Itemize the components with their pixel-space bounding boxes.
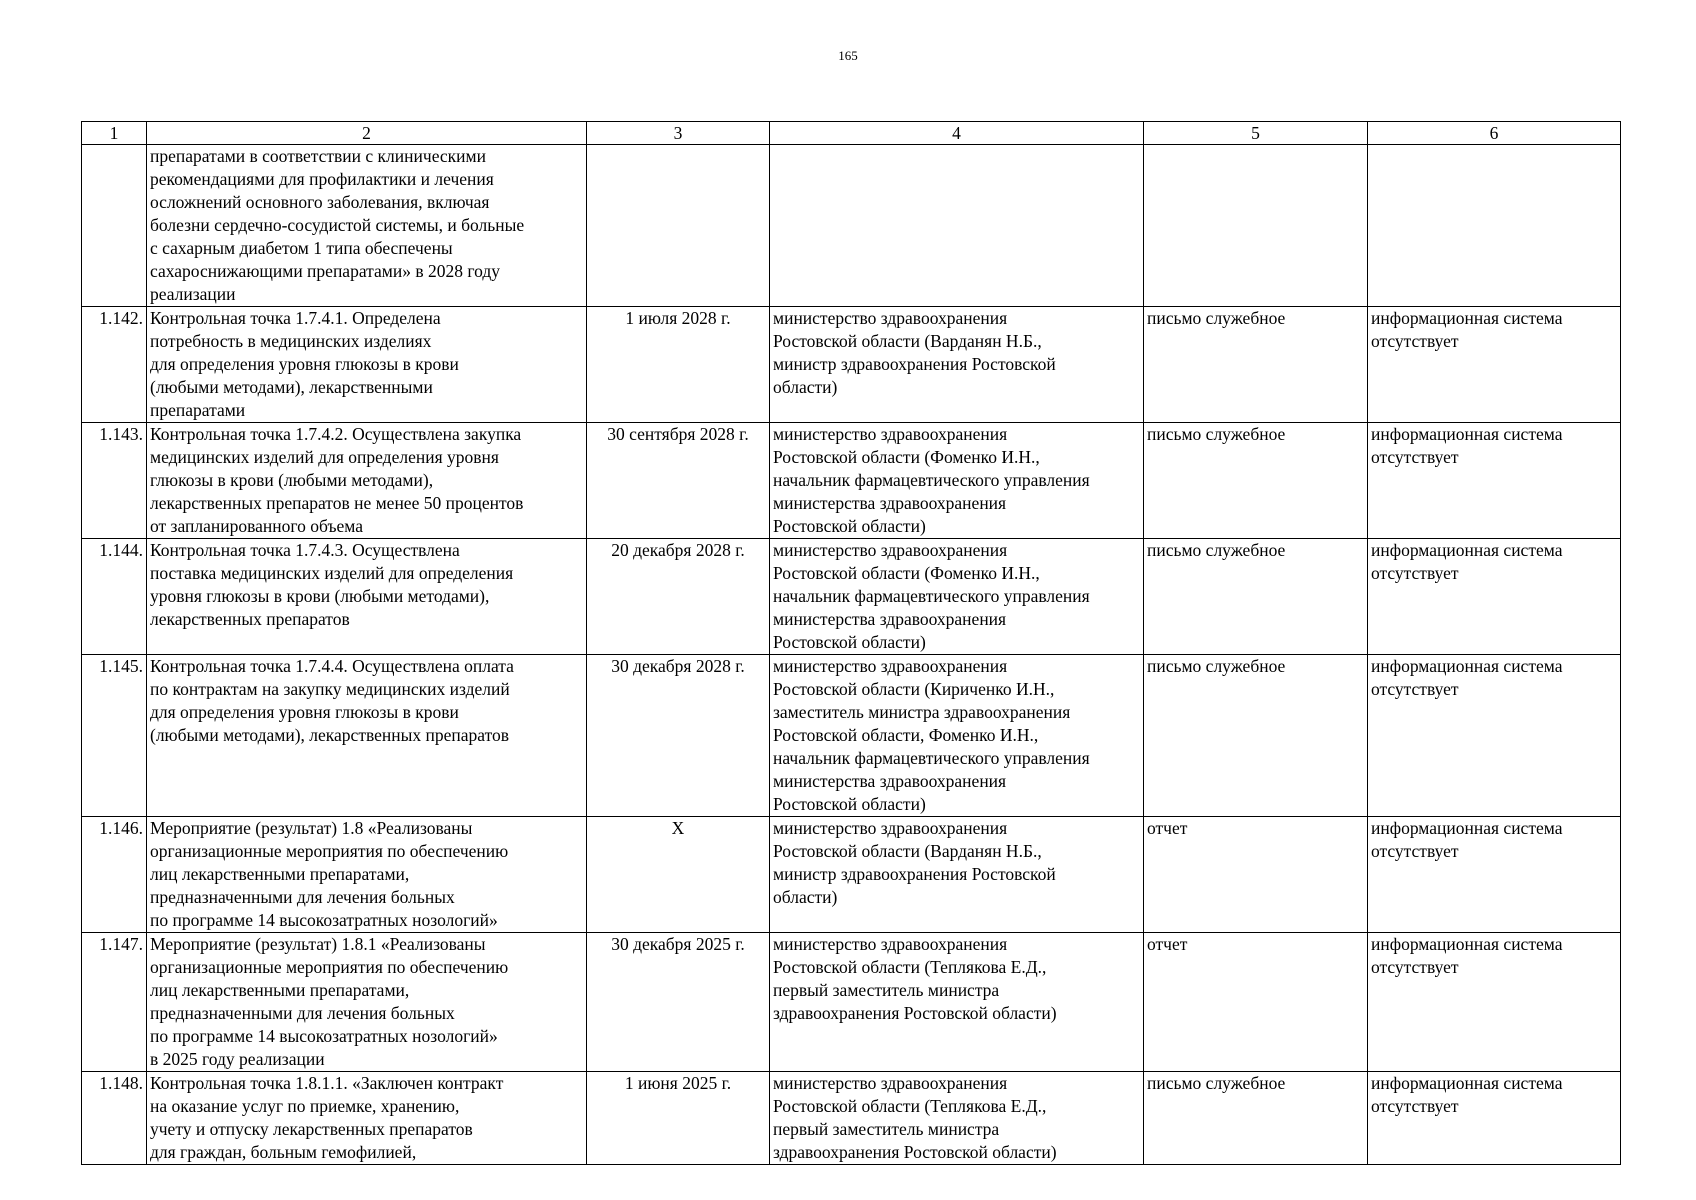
event-description-line: медицинских изделий для определения уровня [150, 447, 499, 467]
document-type: письмо служебное [1144, 539, 1368, 655]
responsible-person [770, 539, 1144, 655]
responsible-person [770, 307, 1144, 423]
event-description-line: сахароснижающими препаратами» в 2028 году [150, 261, 500, 281]
document-type: отчет [1144, 817, 1368, 933]
event-description-line: болезни сердечно-сосудистой системы, и больные [150, 215, 525, 235]
column-number: 3 [587, 122, 770, 145]
responsible-person-line: Ростовской области (Теплякова Е.Д., [773, 957, 1047, 977]
document-type: письмо служебное [1144, 655, 1368, 817]
row-number: 1.142. [82, 307, 147, 423]
responsible-person-line: Ростовской области, Фоменко И.Н., [773, 725, 1039, 745]
information-system [1368, 817, 1621, 933]
document-type: письмо служебное [1144, 307, 1368, 423]
responsible-person-line: начальник фармацевтического управления [773, 748, 1090, 768]
responsible-person [770, 1072, 1144, 1165]
column-number: 4 [770, 122, 1144, 145]
information-system-line: информационная система [1371, 1073, 1563, 1093]
event-description-line: рекомендациями для профилактики и лечения [150, 169, 494, 189]
table-row [82, 1072, 1621, 1165]
row-number: 1.145. [82, 655, 147, 817]
responsible-person-line: здравоохранения Ростовской области) [773, 1142, 1057, 1162]
responsible-person-line: начальник фармацевтического управления [773, 470, 1090, 490]
column-number: 6 [1368, 122, 1621, 145]
responsible-person-line: министерства здравоохранения [773, 771, 1007, 791]
event-description-line: учету и отпуску лекарственных препаратов [150, 1119, 473, 1139]
row-number: 1.143. [82, 423, 147, 539]
responsible-person-line: Ростовской области (Варданян Н.Б., [773, 331, 1042, 351]
deadline-date [587, 145, 770, 307]
table-row [82, 145, 1621, 307]
responsible-person-line: министерство здравоохранения [773, 540, 1008, 560]
table-row [82, 307, 1621, 423]
information-system-line: отсутствует [1371, 679, 1459, 699]
responsible-person [770, 933, 1144, 1072]
deadline-date: 30 декабря 2028 г. [587, 655, 770, 817]
responsible-person-line: первый заместитель министра [773, 1119, 1000, 1139]
responsible-person-line: министерство здравоохранения [773, 308, 1008, 328]
responsible-person-line: области) [773, 887, 838, 907]
information-system-line: отсутствует [1371, 1096, 1459, 1116]
event-description-line: препаратами [150, 400, 246, 420]
deadline-date: 30 сентября 2028 г. [587, 423, 770, 539]
event-description-line: осложнений основного заболевания, включая [150, 192, 490, 212]
information-system-line: информационная система [1371, 308, 1563, 328]
event-description-line: Контрольная точка 1.8.1.1. «Заключен контракт [150, 1073, 504, 1093]
deadline-date: 1 июля 2028 г. [587, 307, 770, 423]
column-number-row [82, 122, 1621, 145]
event-description-line: для граждан, больным гемофилией, [150, 1142, 417, 1162]
row-number: 1.144. [82, 539, 147, 655]
information-system-line: отсутствует [1371, 447, 1459, 467]
responsible-person [770, 817, 1144, 933]
event-description-line: по программе 14 высокозатратных нозологий» [150, 1026, 498, 1046]
document-type: письмо служебное [1144, 423, 1368, 539]
information-system [1368, 539, 1621, 655]
activities-table [81, 121, 1621, 1165]
table-body [82, 145, 1621, 1165]
event-description [147, 1072, 587, 1165]
responsible-person-line: здравоохранения Ростовской области) [773, 1003, 1057, 1023]
row-number [82, 145, 147, 307]
event-description [147, 307, 587, 423]
event-description [147, 539, 587, 655]
information-system-line: информационная система [1371, 656, 1563, 676]
information-system-line: отсутствует [1371, 957, 1459, 977]
event-description-line: Контрольная точка 1.7.4.2. Осуществлена закупка [150, 424, 522, 444]
responsible-person-line: министр здравоохранения Ростовской [773, 354, 1056, 374]
responsible-person-line: Ростовской области (Фоменко И.Н., [773, 447, 1040, 467]
row-number: 1.147. [82, 933, 147, 1072]
table-row [82, 655, 1621, 817]
information-system [1368, 145, 1621, 307]
responsible-person-line: министерство здравоохранения [773, 934, 1008, 954]
event-description [147, 145, 587, 307]
responsible-person-line: министерства здравоохранения [773, 609, 1007, 629]
event-description-line: Мероприятие (результат) 1.8.1 «Реализованы [150, 934, 486, 954]
information-system-line: информационная система [1371, 424, 1563, 444]
deadline-date: Х [587, 817, 770, 933]
event-description-line: по контрактам на закупку медицинских изделий [150, 679, 510, 699]
event-description-line: для определения уровня глюкозы в крови [150, 702, 459, 722]
event-description-line: предназначенными для лечения больных [150, 887, 455, 907]
event-description [147, 423, 587, 539]
event-description-line: (любыми методами), лекарственными [150, 377, 433, 397]
information-system [1368, 307, 1621, 423]
responsible-person-line: Ростовской области) [773, 632, 926, 652]
event-description-line: уровня глюкозы в крови (любыми методами), [150, 586, 490, 606]
event-description-line: для определения уровня глюкозы в крови [150, 354, 459, 374]
event-description-line: на оказание услуг по приемке, хранению, [150, 1096, 460, 1116]
event-description [147, 933, 587, 1072]
deadline-date: 30 декабря 2025 г. [587, 933, 770, 1072]
table-row [82, 933, 1621, 1072]
responsible-person-line: министр здравоохранения Ростовской [773, 864, 1056, 884]
table-row [82, 423, 1621, 539]
page-number: 165 [838, 48, 858, 63]
event-description-line: лекарственных препаратов не менее 50 процентов [150, 493, 524, 513]
responsible-person [770, 145, 1144, 307]
column-number: 1 [82, 122, 147, 145]
event-description-line: по программе 14 высокозатратных нозологий» [150, 910, 498, 930]
information-system-line: информационная система [1371, 934, 1563, 954]
information-system-line: информационная система [1371, 818, 1563, 838]
deadline-date: 20 декабря 2028 г. [587, 539, 770, 655]
event-description-line: с сахарным диабетом 1 типа обеспечены [150, 238, 453, 258]
event-description-line: препаратами в соответствии с клиническими [150, 146, 486, 166]
event-description [147, 655, 587, 817]
information-system-line: отсутствует [1371, 563, 1459, 583]
event-description-line: Мероприятие (результат) 1.8 «Реализованы [150, 818, 473, 838]
document-type: письмо служебное [1144, 1072, 1368, 1165]
document-type [1144, 145, 1368, 307]
deadline-date: 1 июня 2025 г. [587, 1072, 770, 1165]
event-description [147, 817, 587, 933]
event-description-line: лиц лекарственными препаратами, [150, 864, 410, 884]
information-system-line: информационная система [1371, 540, 1563, 560]
document-type: отчет [1144, 933, 1368, 1072]
responsible-person-line: министерство здравоохранения [773, 656, 1008, 676]
event-description-line: Контрольная точка 1.7.4.4. Осуществлена оплата [150, 656, 514, 676]
information-system [1368, 1072, 1621, 1165]
event-description-line: в 2025 году реализации [150, 1049, 325, 1069]
event-description-line: лекарственных препаратов [150, 609, 350, 629]
table-row [82, 817, 1621, 933]
event-description-line: глюкозы в крови (любыми методами), [150, 470, 434, 490]
event-description-line: потребность в медицинских изделиях [150, 331, 432, 351]
responsible-person-line: Ростовской области (Теплякова Е.Д., [773, 1096, 1047, 1116]
responsible-person-line: министерство здравоохранения [773, 424, 1008, 444]
responsible-person-line: министерства здравоохранения [773, 493, 1007, 513]
responsible-person-line: Ростовской области) [773, 516, 926, 536]
responsible-person-line: Ростовской области) [773, 794, 926, 814]
responsible-person-line: Ростовской области (Варданян Н.Б., [773, 841, 1042, 861]
row-number: 1.146. [82, 817, 147, 933]
column-number: 5 [1144, 122, 1368, 145]
responsible-person-line: Ростовской области (Фоменко И.Н., [773, 563, 1040, 583]
responsible-person-line: первый заместитель министра [773, 980, 1000, 1000]
event-description-line: реализации [150, 284, 236, 304]
responsible-person [770, 423, 1144, 539]
responsible-person-line: начальник фармацевтического управления [773, 586, 1090, 606]
event-description-line: Контрольная точка 1.7.4.1. Определена [150, 308, 441, 328]
event-description-line: лиц лекарственными препаратами, [150, 980, 410, 1000]
information-system-line: отсутствует [1371, 331, 1459, 351]
information-system [1368, 655, 1621, 817]
responsible-person-line: Ростовской области (Кириченко И.Н., [773, 679, 1055, 699]
row-number: 1.148. [82, 1072, 147, 1165]
event-description-line: организационные мероприятия по обеспечению [150, 957, 509, 977]
responsible-person-line: области) [773, 377, 838, 397]
event-description-line: поставка медицинских изделий для определения [150, 563, 514, 583]
event-description-line: (любыми методами), лекарственных препаратов [150, 725, 510, 745]
event-description-line: от запланированного объема [150, 516, 363, 536]
responsible-person [770, 655, 1144, 817]
table-row [82, 539, 1621, 655]
column-number: 2 [147, 122, 587, 145]
information-system-line: отсутствует [1371, 841, 1459, 861]
information-system [1368, 933, 1621, 1072]
responsible-person-line: заместитель министра здравоохранения [773, 702, 1071, 722]
information-system [1368, 423, 1621, 539]
event-description-line: предназначенными для лечения больных [150, 1003, 455, 1023]
responsible-person-line: министерство здравоохранения [773, 1073, 1008, 1093]
event-description-line: Контрольная точка 1.7.4.3. Осуществлена [150, 540, 460, 560]
event-description-line: организационные мероприятия по обеспечению [150, 841, 509, 861]
responsible-person-line: министерство здравоохранения [773, 818, 1008, 838]
